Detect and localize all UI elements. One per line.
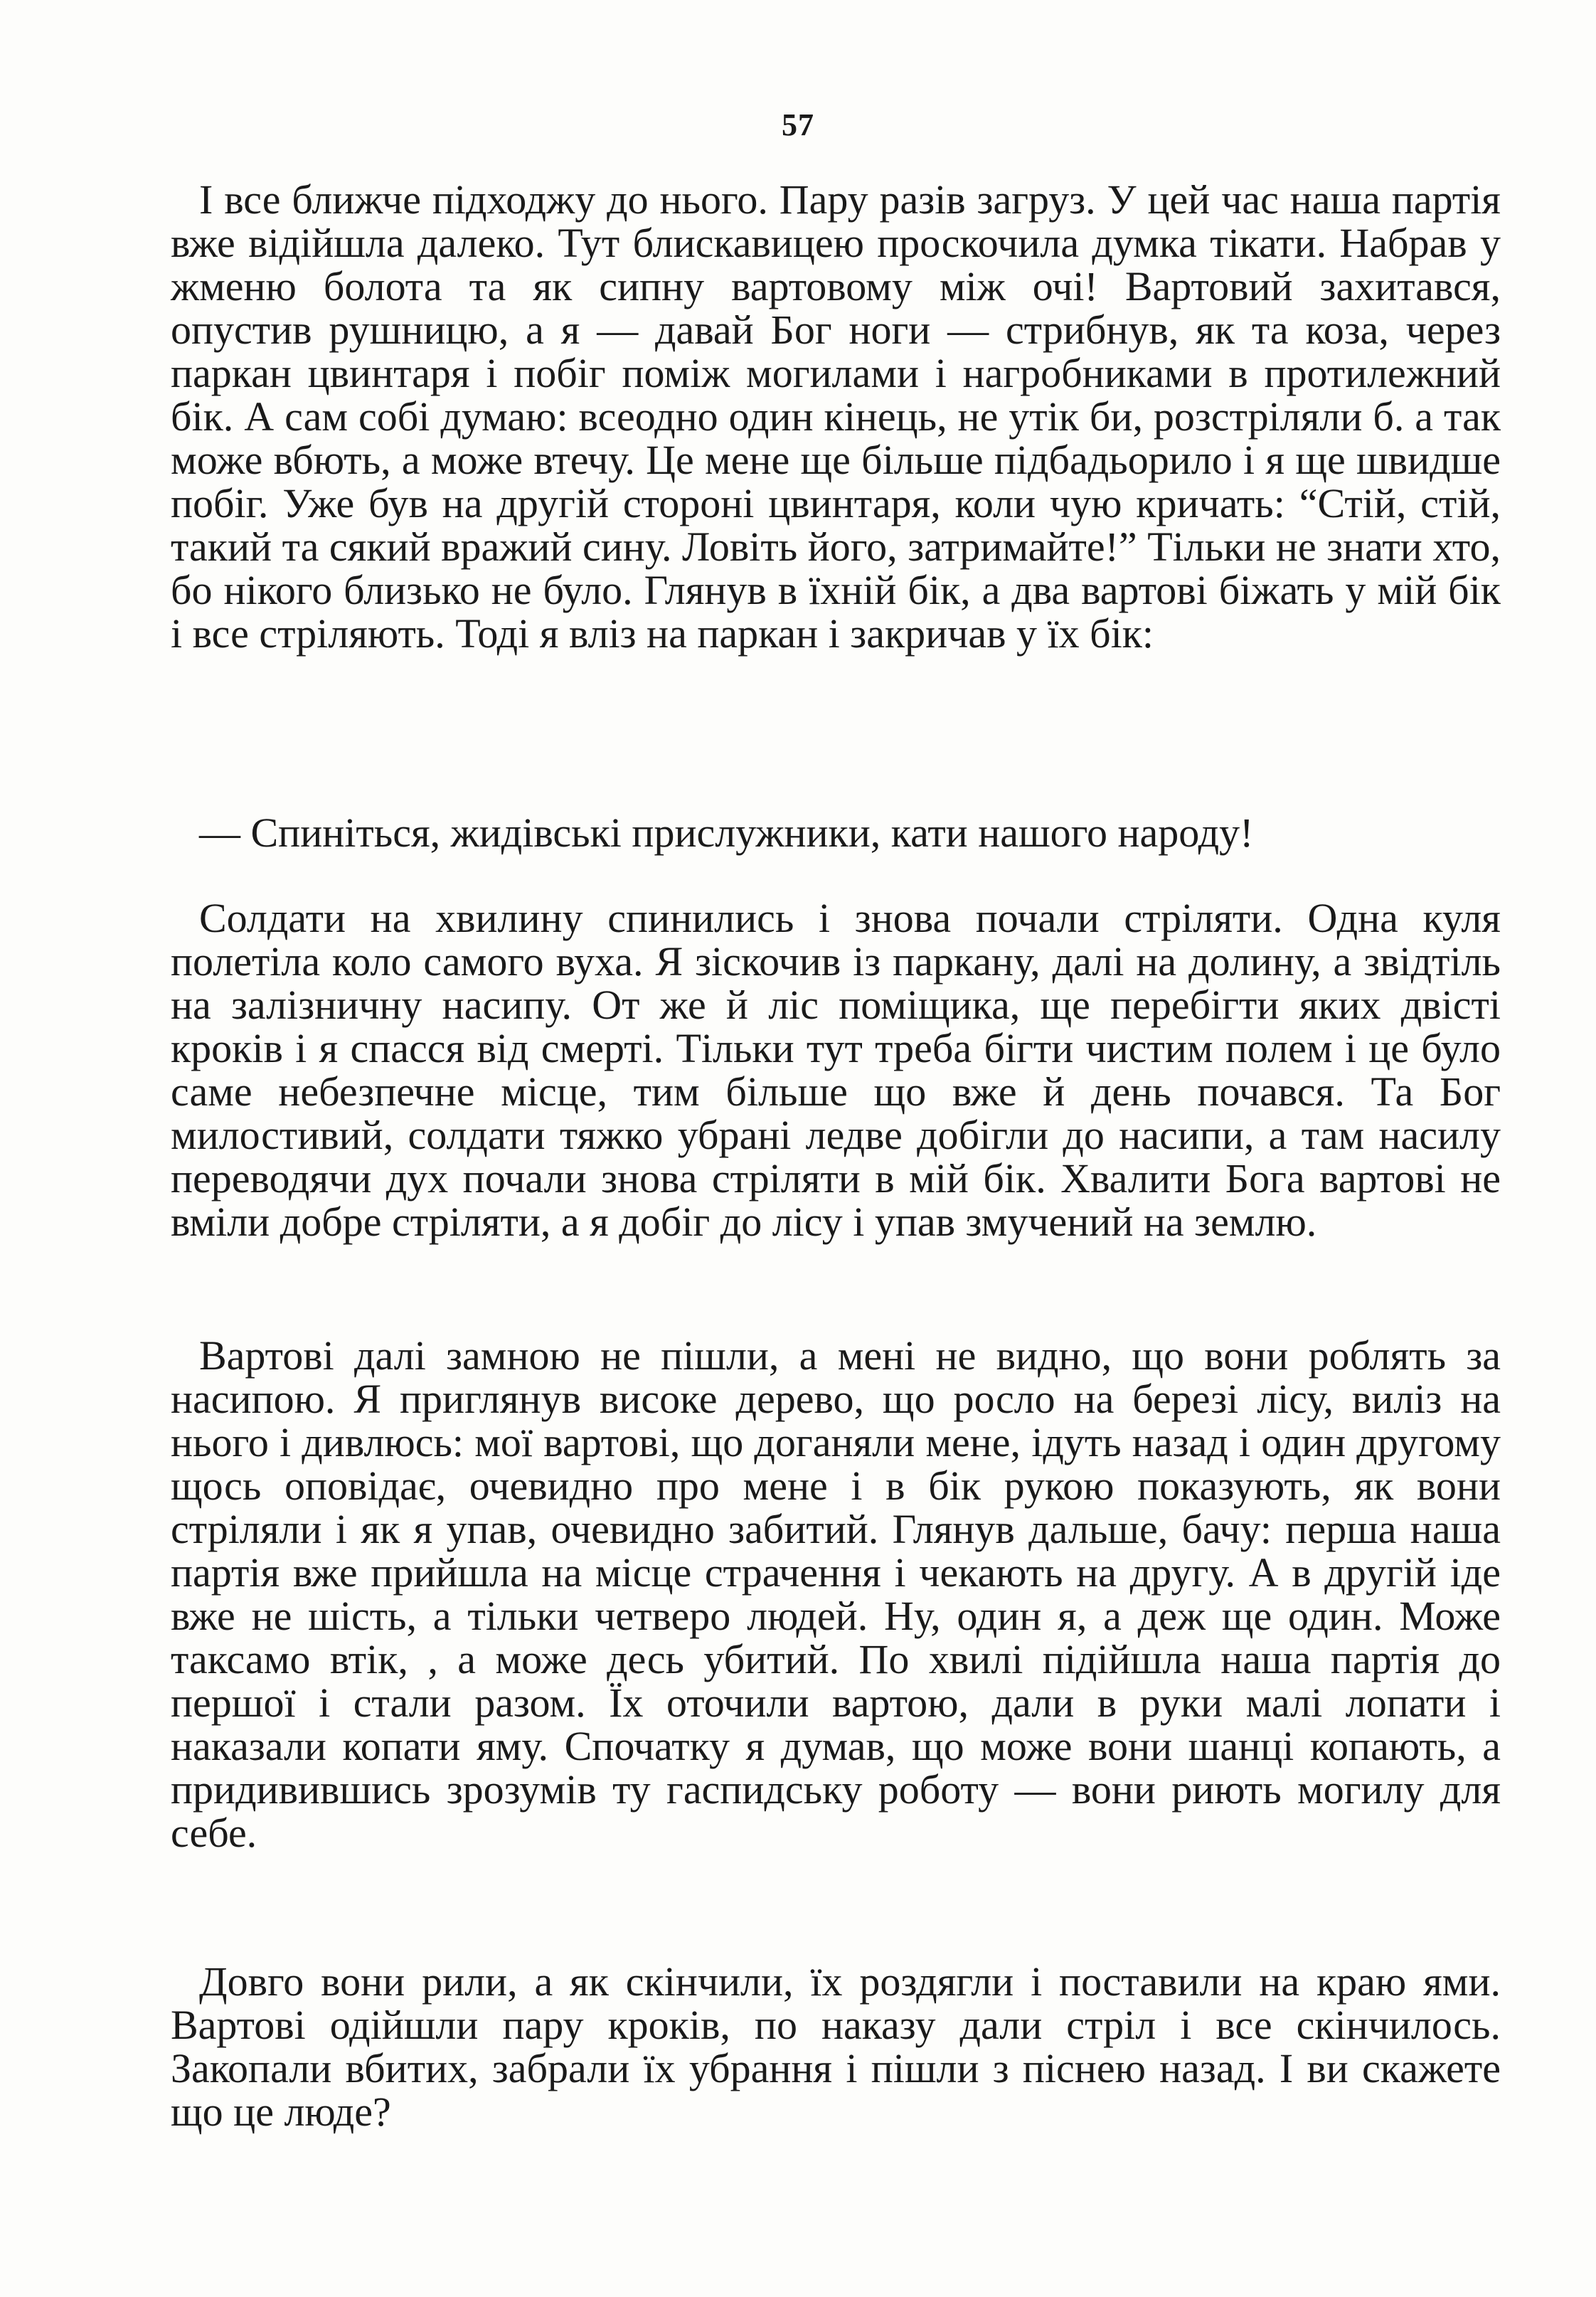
page-number: 57 (782, 107, 814, 142)
paragraph-2: Солдати на хвилину спинились і знова почали стріляти. Одна куля полетіла коло самого вуха. Я зіскочив із паркану, далі на долину, а звідтіль на залізничну насипу. От же й ліс поміщика, ще перебігти яких двісті кроків і я спасся від смерті. Тільки тут треба бігти чистим полем і це було саме небезпечне місце, тим більше що вже й день почався. Та Бог милостивий, солдати тяжко убрані ледве добігли до насипи, а там насилу переводячи дух почали знова стріляти в мій бік. Хвалити Бога вартові не вміли добре стріляти, а я добіг до лісу і упав змучений на землю. (171, 895, 1501, 1245)
dialogue-line: — Спиніться, жидівські прислужники, кати нашого народу! (199, 810, 1254, 856)
paragraph-3: Вартові далі замною не пішли, а мені не видно, що вони роблять за насипою. Я приглянув високе дерево, що росло на березі лісу, виліз на нього і дивлюсь: мої вартові, що доганяли мене, ідуть назад і один другому щось оповідає, очевидно про мене і в бік рукою показують, як вони стріляли і як я упав, очевидно забитий. Глянув дальше, бачу: перша наша партія вже прийшла на місце страчення і чекають на другу. А в другій іде вже не шість, а тільки четверо людей. Ну, один я, а деж ще один. Може таксамо втік, , а може десь убитий. По хвилі підійшла наша партія до першої і стали разом. Їх оточили вартою, дали в руки малі лопати і наказали копати яму. Спочатку я думав, що може вони шанці копають, а придивившись зрозумів ту гаспидську роботу — вони риють могилу для себе. (171, 1332, 1501, 1856)
paragraph-4: Довго вони рили, а як скінчили, їх роздягли і поставили на краю ями. Вартові одійшли пару кроків, по наказу дали стріл і все скінчилось. Закопали вбитих, забрали їх убрання і пішли з піснею назад. І ви скажете що це люде? (171, 1958, 1501, 2135)
paragraph-1: І все ближче підходжу до нього. Пару разів загруз. У цей час наша партія вже відійшла далеко. Тут блискавицею проскочила думка тікати. Набрав у жменю болота та як сипну вартовому між очі! Вартовий захитався, опустив рушницю, а я — давай Бог ноги — стрибнув, як та коза, через паркан цвинтаря і побіг поміж могилами і нагробниками в протилежний бік. А сам собі думаю: всеодно один кінець, не утік би, розстріляли б. а так може вбють, а може втечу. Це мене ще більше підбадьорило і я ще швидше побіг. Уже був на другій стороні цвинтаря, коли чую кричать: “Стій, стій, такий та сякий вражий сину. Ловіть його, затримайте!” Тільки не знати хто, бо нікого близько не було. Глянув в їхній бік, а два вартові біжать у мій бік і все стріляють. Тоді я вліз на паркан і закричав у їх бік: (171, 176, 1501, 657)
